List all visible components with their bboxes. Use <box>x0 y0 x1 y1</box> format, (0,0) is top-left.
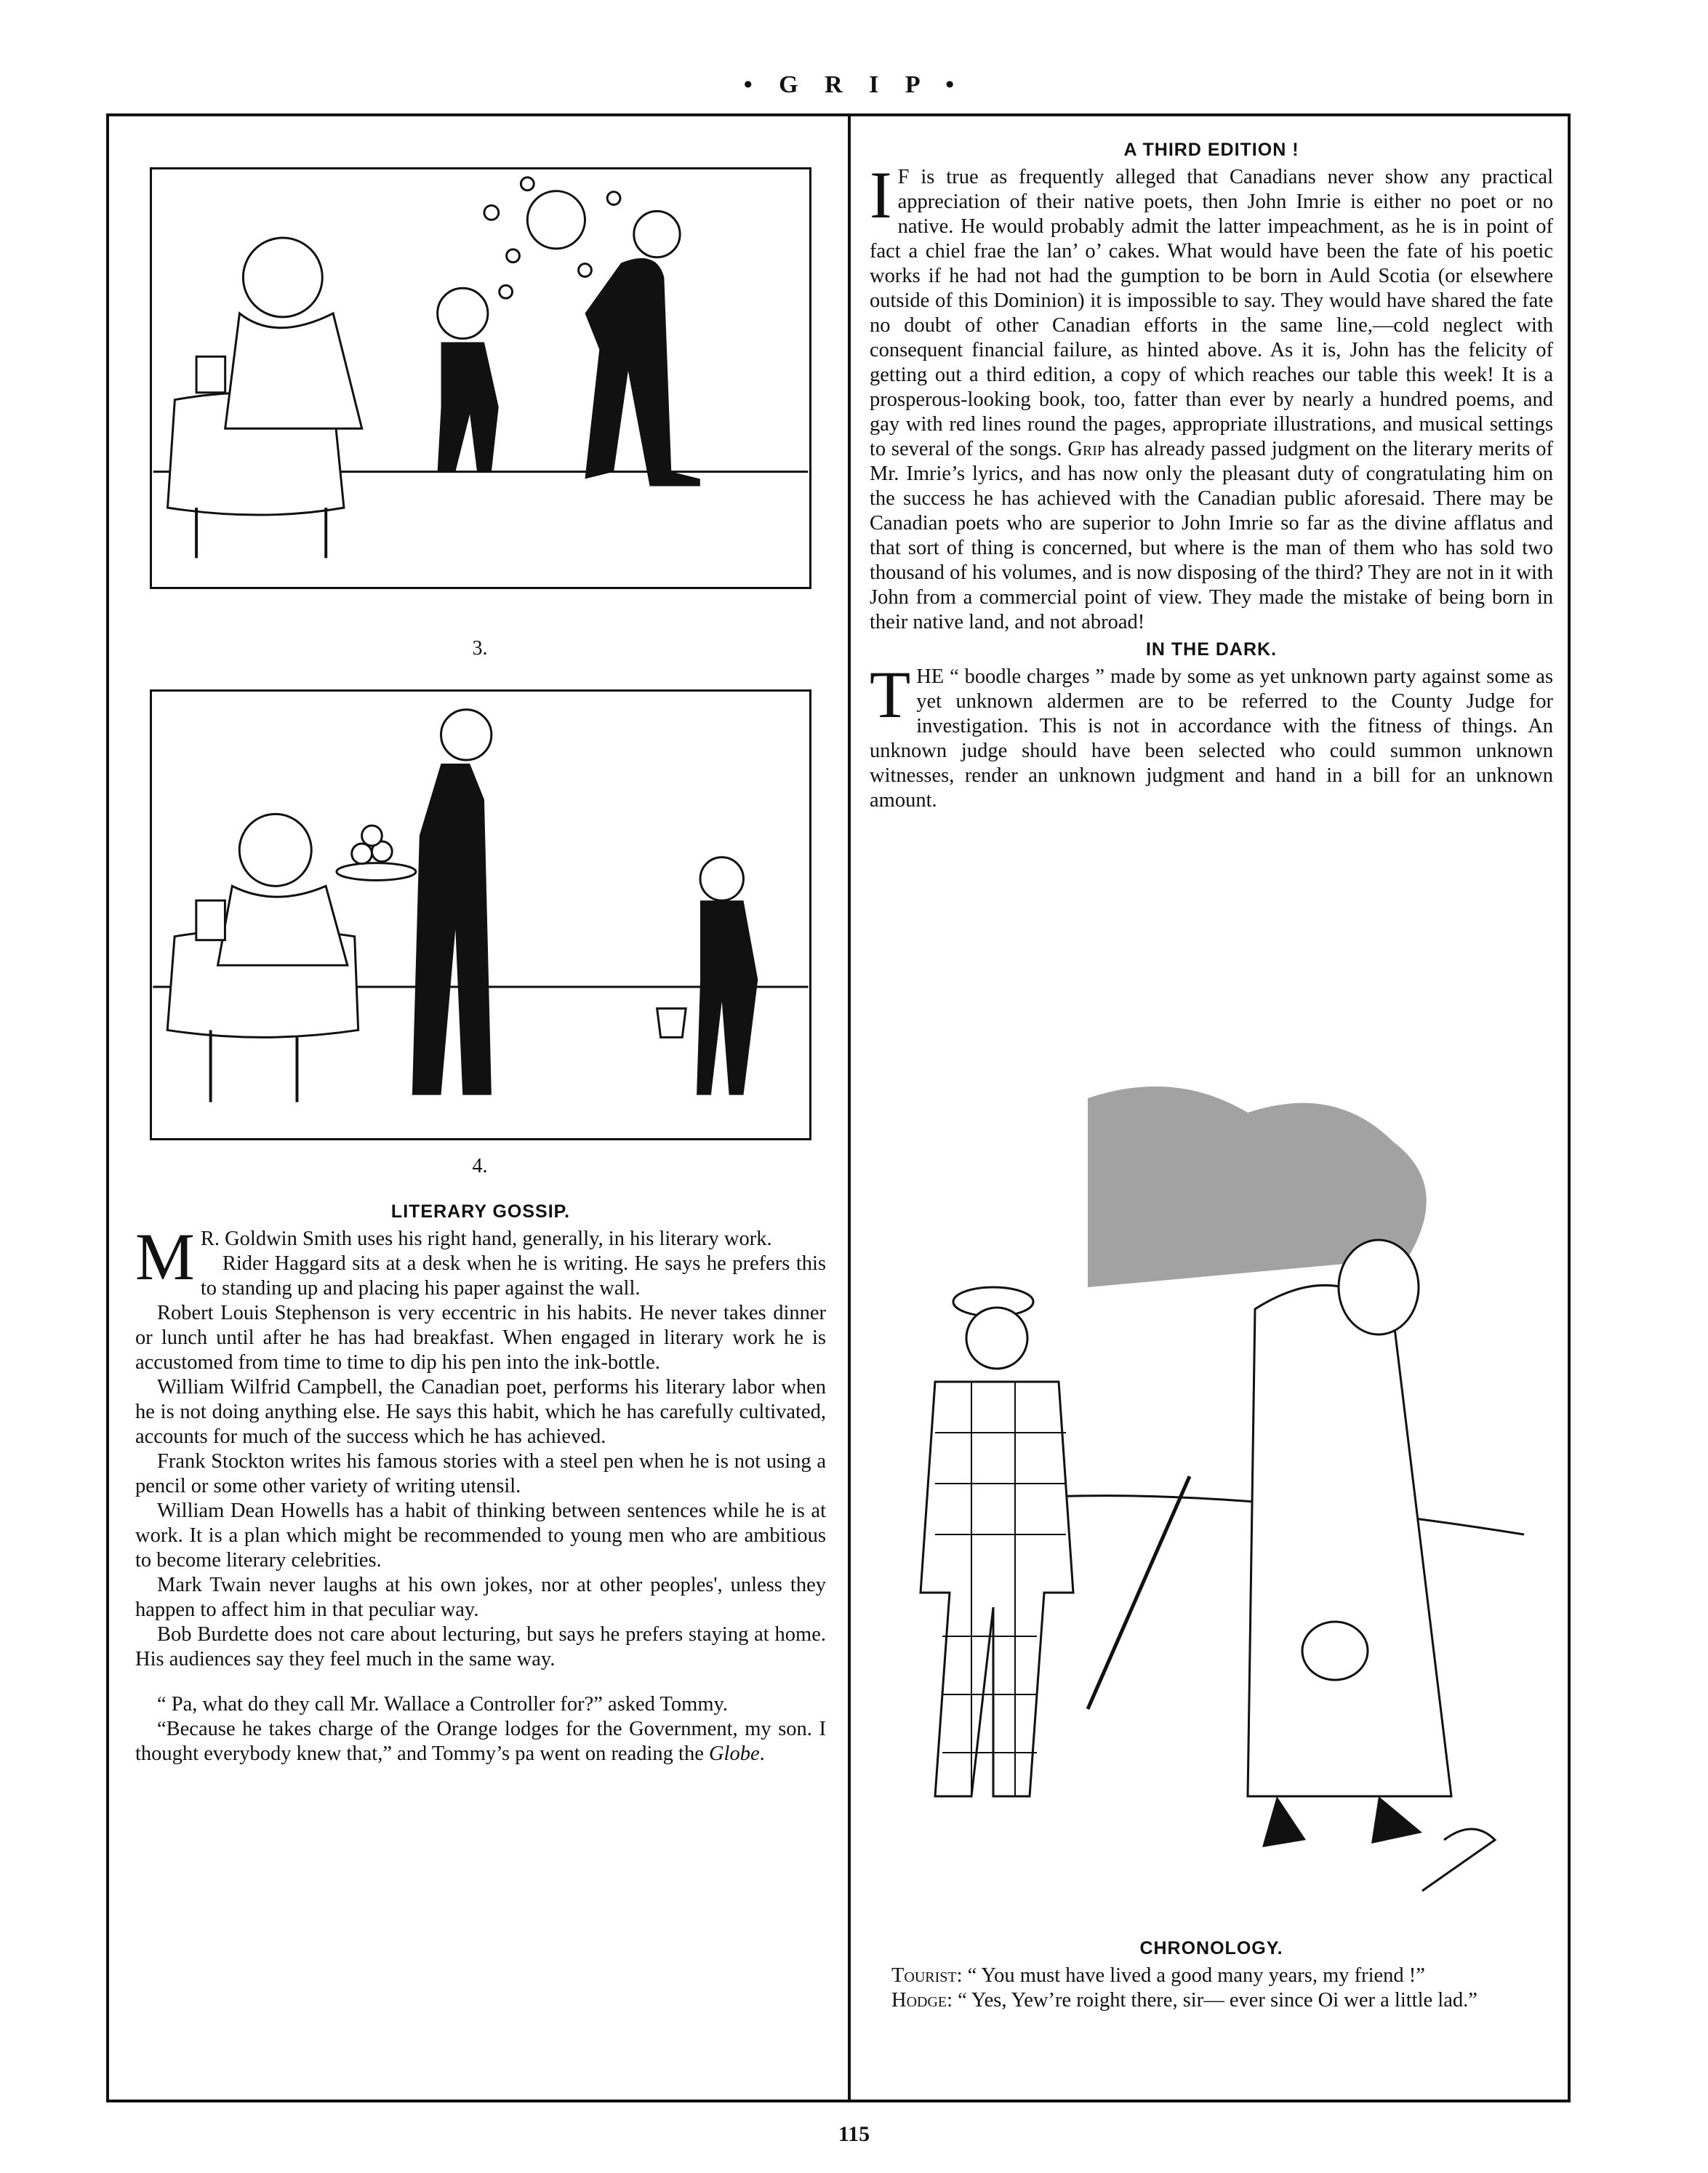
gossip-paragraph: Mark Twain never laughs at his own jokes, nor at other peoples', unless they happen to affect him in that peculiar way. <box>135 1574 826 1621</box>
hodge-speaker: Hodge <box>891 1989 947 2012</box>
tourist-line: : “ You must have lived a good many years, my friend !” <box>956 1964 1425 1987</box>
globe-title: Globe <box>708 1742 760 1765</box>
section-heading: CHRONOLOGY. <box>1139 1938 1283 1958</box>
hodge-dialog <box>870 1988 1553 2013</box>
page-number: 115 <box>838 2122 870 2146</box>
third-edition-text: F is true as frequently alleged that Canadians never show any practical appreciation of their native poets, then John Imrie is either no poet or no native. He would probably admit the latter impeachment, as he is in point of fact a chiel frae the lan’ o’ cakes. What would have been the fate of his poetic works if he had not had the gumption to be born in Auld Scotia (or elsewhere outside of this Dominion) it is impossible to say. They would have shared the fate no doubt of other Canadian efforts in the same line,—cold neglect with consequent financial failure, as hinted above. As it is, John has the felicity of getting out a third edition, a copy of which reaches our table this week! It is a prosperous-looking book, too, fatter than ever by nearly a hundred poems, and gay with red lines round the pages, appropriate illustrations, and musical settings to several of the songs. <box>870 166 1553 460</box>
third-edition-text-cont: has already passed judgment on the literary merits of Mr. Imrie’s lyrics, and has now only the pleasant duty of congratulating him on the success he has achieved with the Canadian public aforesaid. There may be Canadian poets who are superior to John Imrie so far as the divine afflatus and that sort of thing is concerned, but where is the man of them who has sold two thousand of his volumes, and is now disposing of the third? They are not in it with John from a commercial point of view. They made the mistake of being born in their native land, and not abroad! <box>870 438 1553 633</box>
gossip-paragraph: William Wilfrid Campbell, the Canadian poet, performs his literary labor when he is not doing anything else. He says this habit, which he has carefully cultivated, accounts for much of the success which he has achieved. <box>135 1376 826 1448</box>
drop-cap: I <box>870 158 892 232</box>
in-the-dark-article <box>870 657 1553 813</box>
literary-gossip-section <box>135 1201 826 1766</box>
juggling-waiter-illustration <box>152 169 809 587</box>
waiter-serving-illustration <box>152 692 809 1138</box>
gossip-paragraph: Robert Louis Stephenson is very eccentric in his habits. He never takes dinner or lunch until after he has had breakfast. When engaged in literary work he is accustomed from time to time to dip his pen into the ink-bottle. <box>135 1302 826 1374</box>
figure-3-label: 3. <box>472 637 488 660</box>
tommy-anecdote <box>135 1692 826 1766</box>
comic-panel-4 <box>150 689 811 1140</box>
column-divider <box>848 113 851 2102</box>
tourist-and-hodge-illustration <box>870 1069 1553 1927</box>
masthead: • G R I P • <box>743 71 965 98</box>
tommy-question: “ Pa, what do they call Mr. Wallace a Controller for?” asked Tommy. <box>157 1693 729 1716</box>
tommy-answer <box>135 1717 826 1766</box>
tourist-dialog <box>870 1964 1553 1988</box>
gossip-paragraph: Bob Burdette does not care about lecturing, but says he prefers staying at home. His audiences say they feel much in the same way. <box>135 1623 826 1670</box>
section-heading: A THIRD EDITION ! <box>1123 140 1299 160</box>
tommy-answer-text: “Because he takes charge of the Orange lodges for the Government, my son. I thought everybody knew that,” and Tommy’s pa went on reading the <box>135 1718 826 1765</box>
figure-4-label: 4. <box>472 1155 488 1177</box>
tourist-speaker: Tourist <box>891 1964 957 1987</box>
drop-cap: M <box>135 1220 195 1294</box>
hodge-line: : “ Yes, Yew’re roight there, sir— ever since Oi wer a little lad.” <box>947 1989 1478 2012</box>
comic-panel-3 <box>150 167 811 589</box>
gossip-paragraph: Rider Haggard sits at a desk when he is writing. He says he prefers this to standing up and placing his paper against the wall. <box>200 1252 826 1300</box>
chronology-caption <box>870 1938 1553 2013</box>
chronology-cartoon <box>870 1069 1553 1927</box>
gossip-paragraph: William Dean Howells has a habit of thinking between sentences while he is at work. It is a plan which might be recommended to young men who are ambitious to become literary celebrities. <box>135 1500 826 1572</box>
grip-name: Grip <box>1067 438 1106 460</box>
tommy-answer-end: . <box>759 1742 765 1765</box>
in-the-dark-text: HE “ boodle charges ” made by some as yet unknown party against some as yet unknown aldermen are to be referred to the County Judge for investigation. This is not in accordance with the fitness of things. An unknown judge should have been selected who could summon unknown witnesses, render an unknown judgment and hand in a bill for an unknown amount. <box>870 665 1553 812</box>
editorial-column <box>870 140 1553 813</box>
drop-cap: T <box>870 657 911 732</box>
gossip-paragraph: Frank Stockton writes his famous stories with a steel pen when he is not using a pencil or some other variety of writing utensil. <box>135 1450 826 1497</box>
section-heading: LITERARY GOSSIP. <box>390 1201 571 1222</box>
third-edition-article <box>870 158 1553 635</box>
section-heading: IN THE DARK. <box>1145 639 1278 660</box>
gossip-opening-text: R. Goldwin Smith uses his right hand, generally, in his literary work. <box>200 1228 772 1250</box>
